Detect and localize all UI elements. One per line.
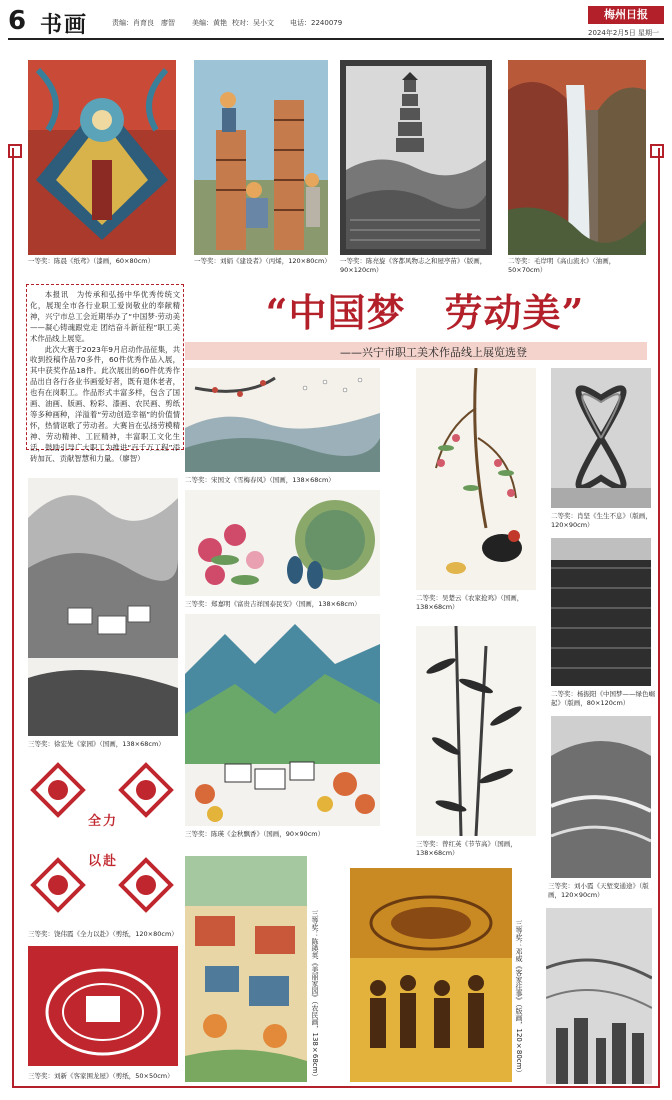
- artwork-beautiful-home-folk: [185, 856, 307, 1082]
- newspaper-name: 梅州日报: [604, 8, 648, 21]
- artwork-caption: 三等奖：郑嘉明《富贵吉祥国泰民安》（国画，138×68cm）: [185, 600, 361, 608]
- artwork-city-bridge-print: [546, 908, 652, 1084]
- article-paragraph: 此次大赛于2023年9月启动作品征集，共收到投稿作品70多件，60件优秀作品入展，其中获奖作品18件。此次展出的60件优秀作品出自各行各业书画爱好者，既有退休老者，也有在岗职工。作品形式丰富多样，包含了国画、油画、版画、粉彩、漆画、农民画、剪纸等多种画种，洋溢着“劳动创造幸福”的价值情怀，热情讴歌了劳动者。大赛旨在弘扬劳模精神、劳动精神、工匠精神，丰富职工文化生活，鼓励引导广大职工为推进“百千万工程”添砖加瓦、贡献智慧和力量。（廖智）: [30, 344, 180, 463]
- header-rule: [8, 38, 664, 40]
- headline-title: “中国梦 劳动美”: [265, 290, 585, 335]
- artwork-kite-lacquer: [28, 60, 176, 255]
- artwork-paper-cut-allout: [28, 760, 178, 928]
- frame-corner-left: [8, 144, 22, 158]
- artwork-caption: 二等奖：毛岸明《高山流水》（油画，50×70cm）: [508, 257, 616, 274]
- artwork-caption: 二等奖：肖坚《生生不息》（版画，120×90cm）: [551, 512, 652, 529]
- artwork-caption: 一等奖：刘娟《建设者》（丙烯，120×80cm）: [194, 257, 331, 265]
- article-body: [30, 290, 180, 465]
- weekday-text: 星期一: [637, 29, 659, 37]
- artwork-caption: 三等奖：曾红英《节节高》（国画，138×68cm）: [416, 840, 517, 857]
- artwork-hakka-past-print: [350, 868, 512, 1082]
- section-title: 书画: [40, 13, 89, 38]
- artwork-pagoda-print: [340, 60, 492, 255]
- page-number: 6: [8, 6, 27, 36]
- artwork-caption: 三等奖：刘小霞《天堑变通途》（版画，120×90cm）: [548, 882, 649, 899]
- frame-corner-right: [650, 144, 664, 158]
- date-text: 2024年2月5日: [588, 29, 636, 37]
- phone-credit: 电话：2240079: [290, 19, 343, 27]
- artwork-bamboo: [416, 626, 536, 836]
- designer-credit: 美编：黄艳: [192, 19, 227, 27]
- papercut-text-line1: 全力: [88, 814, 119, 829]
- artwork-caption-vertical: 三等奖：陈瑛英《美丽家园》（农民画，138×68cm）: [311, 910, 319, 1081]
- newspaper-logo: [588, 6, 664, 24]
- article-paragraph: 本报讯 为传承和弘扬中华优秀传统文化，展现全市各行业职工爱岗敬业的奉献精神，兴宁市总工会近期举办了“中国梦·劳动美——凝心铸魂跟党走 团结奋斗新征程”职工美术作品线上展览。: [30, 290, 180, 343]
- artwork-waterfall-oil: [508, 60, 646, 255]
- artwork-caption-vertical: 三等奖：邓威《客家往事》（版画，120×80cm）: [515, 920, 523, 1077]
- artwork-golden-autumn: [185, 614, 380, 826]
- artwork-farm-rooster: [416, 368, 536, 590]
- artwork-caption: 三等奖：饶伟霞《全力以赴》（剪纸，120×80cm）: [28, 930, 178, 938]
- artwork-green-rise-print: [551, 538, 651, 686]
- artwork-peony-peacock: [185, 490, 380, 596]
- artwork-paper-cut-roundhouse: [28, 946, 178, 1066]
- artwork-plum-blossom: [185, 368, 380, 472]
- artwork-homeland-ink: [28, 478, 178, 736]
- proof-credit: 校对：吴小文: [232, 19, 274, 27]
- artwork-caption: 二等奖：吴楚云《农家抢鸡》（国画，138×68cm）: [416, 594, 524, 611]
- artwork-chasm-thoroughfare-print: [551, 716, 651, 878]
- artwork-caption: 一等奖：陈晨《纸鸢》（漆画，60×80cm）: [28, 257, 155, 265]
- editor-credit: 责编：肖育良 廖智: [112, 19, 175, 27]
- artwork-caption: 二等奖：宋国文《雪梅春风》（国画，138×68cm）: [185, 476, 335, 484]
- headline-subtitle: ——兴宁市职工美术作品线上展览选登: [340, 346, 527, 359]
- artwork-builders-acrylic: [194, 60, 328, 255]
- artwork-caption: 二等奖：杨振阳《中国梦——绿色崛起》（版画，80×120cm）: [551, 690, 655, 707]
- artwork-infinity-print: [551, 368, 651, 508]
- artwork-caption: 三等奖：陈瑛《金秋飘香》（国画，90×90cm）: [185, 830, 325, 838]
- artwork-caption: 一等奖：陈亮旋《客都风物志之和屋亭苗》（版画，90×120cm）: [340, 257, 487, 274]
- issue-date: [588, 28, 659, 38]
- artwork-caption: 三等奖：刘新《客家围龙屋》（剪纸，50×50cm）: [28, 1072, 174, 1080]
- artwork-caption: 三等奖：徐宏先《家园》（国画，138×68cm）: [28, 740, 165, 748]
- papercut-text-line2: 以赴: [88, 854, 119, 869]
